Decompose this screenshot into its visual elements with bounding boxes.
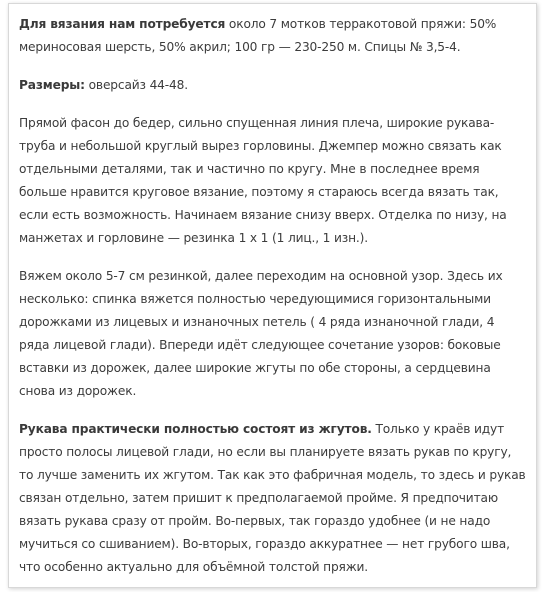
- article-card: [8, 3, 537, 588]
- sizes-text: оверсайз 44-48.: [84, 78, 188, 92]
- paragraph-pattern: [19, 265, 526, 403]
- style-text: Прямой фасон до бедер, сильно спущенная линия плеча, широкие рукава-труба и небольшой круглый вырез горловины. Джемпер можно связать как отдельными деталями, так и частично по кругу. Мне в последнее время больше нравится круговое вязание, поэтому я стараюсь всегда вязать так, если есть возможность. Начинаем вязание снизу вверх. Отделка по низу, на манжетах и горловине — резинка 1 х 1 (1 лиц., 1 изн.).: [19, 116, 507, 245]
- materials-heading: Для вязания нам потребуется: [19, 17, 226, 31]
- paragraph-sleeves: [19, 418, 526, 579]
- paragraph-materials: [19, 13, 526, 59]
- sleeves-text: Только у краёв идут просто полосы лицевой глади, но если вы планируете вязать рукав по кругу, то лучше заменить их жгутом. Так как это фабричная модель, то здесь и рукав связан отдельно, затем пришит к предполагаемой пройме. Я предпочитаю вязать рукава сразу от пройм. Во-первых, так гораздо удобнее (и не надо мучиться со сшиванием). Во-вторых, гораздо аккуратнее — нет грубого шва, что особенно актуально для объёмной толстой пряжи.: [19, 422, 526, 574]
- paragraph-sizes: [19, 74, 526, 97]
- materials-text: около 7 мотков терракотовой пряжи: 50% мериносовая шерсть, 50% акрил; 100 гр — 230-250 м. Спицы № 3,5-4.: [19, 17, 497, 54]
- pattern-text: Вяжем около 5-7 см резинкой, далее переходим на основной узор. Здесь их несколько: спинка вяжется полностью чередующимися горизонтальными дорожками из лицевых и изнаночных петель ( 4 ряда изнаночной глади, 4 ряда лицевой глади). Впереди идёт следующее сочетание узоров: боковые вставки из дорожек, далее широкие жгуты по обе стороны, а сердцевина снова из дорожек.: [19, 269, 503, 398]
- sleeves-heading: Рукава практически полностью состоят из жгутов.: [19, 422, 372, 436]
- paragraph-style: [19, 112, 526, 250]
- sizes-heading: Размеры:: [19, 78, 85, 92]
